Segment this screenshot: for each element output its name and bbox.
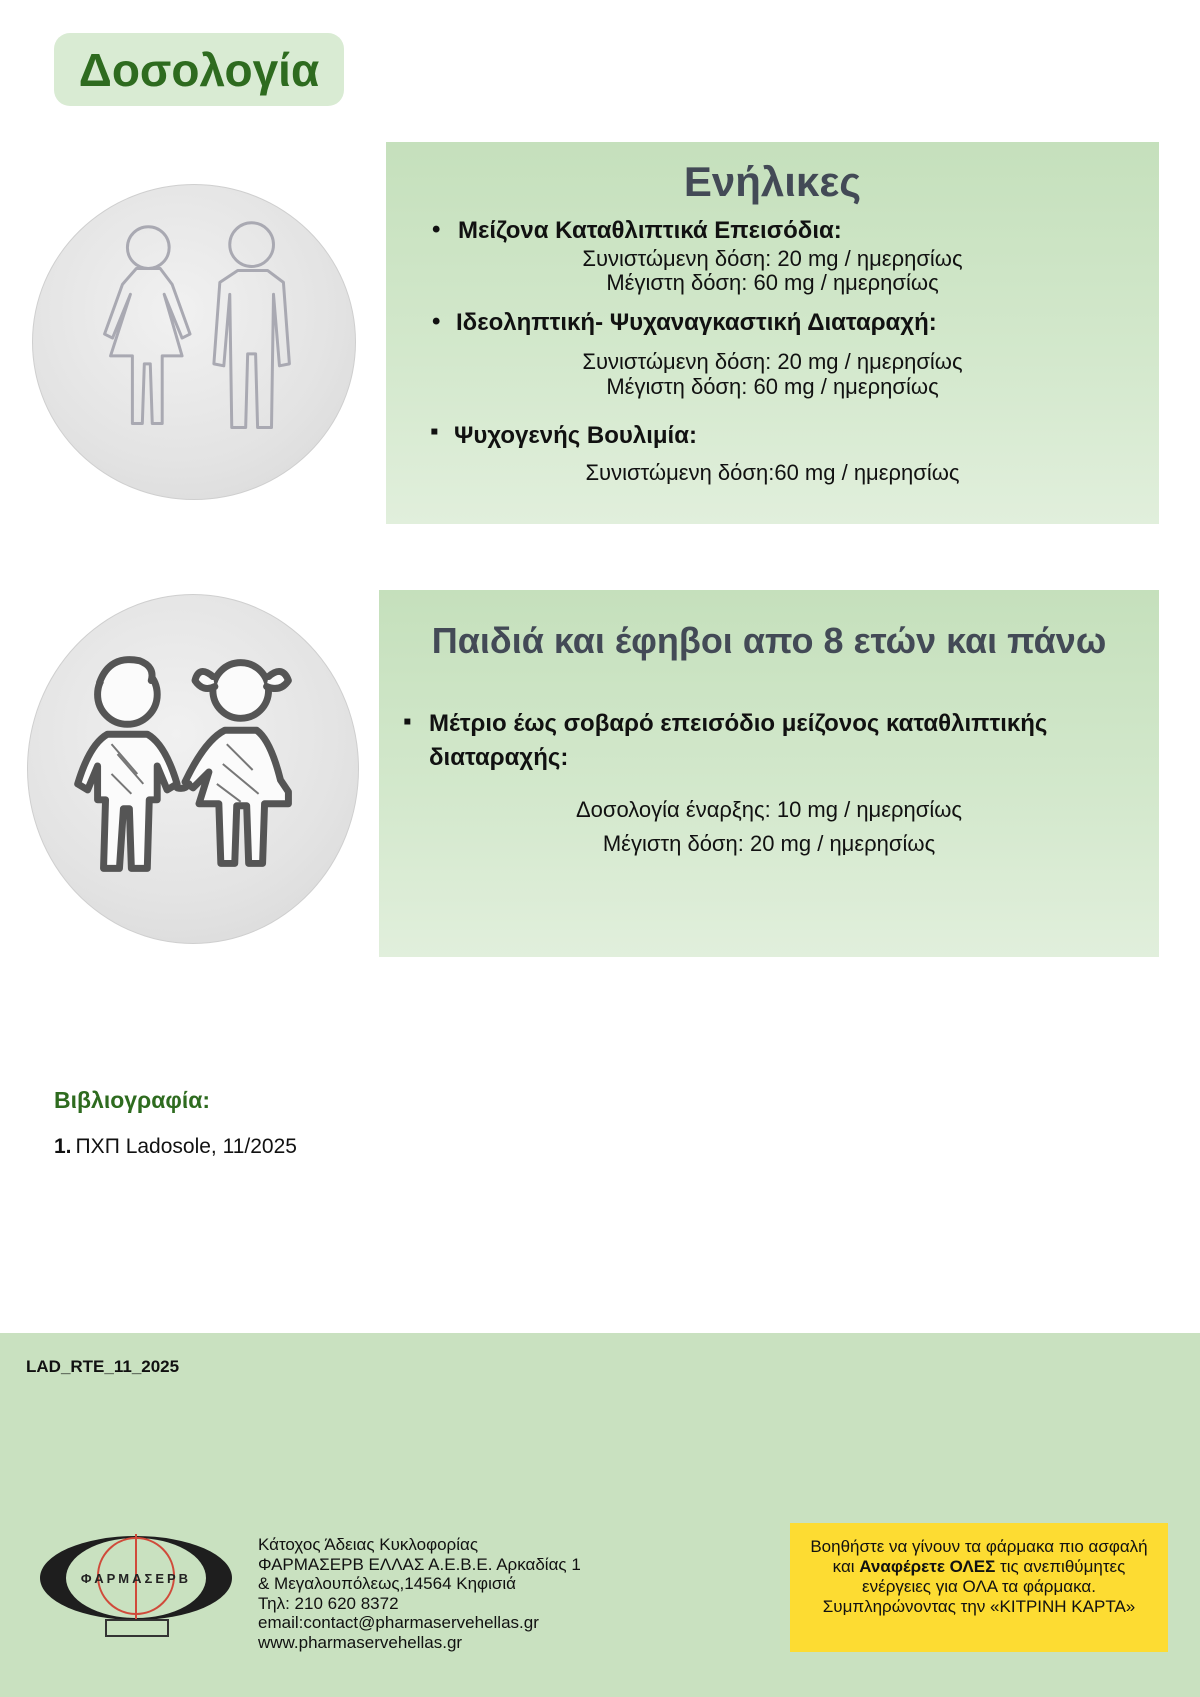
bullet-mark: ▪ — [403, 708, 412, 735]
page-title: Δοσολογία — [78, 43, 320, 96]
company-email[interactable]: email:contact@pharmaservehellas.gr — [258, 1613, 539, 1632]
children-heading: Παιδιά και έφηβοι απο 8 ετών και πάνω — [431, 620, 1107, 661]
yellow-card-text: τις ανεπιθύμητες ενέργειες για ΟΛΑ τα φάρμακα. Συμπληρώνοντας την «ΚΙΤΡΙΝΗ ΚΑΡΤΑ» — [822, 1557, 1136, 1616]
dose-line: Συνιστώμενη δόση: 20 mg / ημερησίως — [582, 349, 963, 374]
section-label-mdd: Μείζονα Καταθλιπτικά Επεισόδια: — [458, 217, 842, 244]
dose-line: Μέγιστη δόση: 60 mg / ημερησίως — [606, 374, 939, 399]
section-label-bulimia: Ψυχογενής Βουλιμία: — [454, 422, 697, 449]
adults-heading: Ενήλικες — [683, 158, 862, 205]
yellow-card-notice — [790, 1523, 1168, 1652]
logo-text: ΦΑΡΜΑΣΕΡΒ — [80, 1571, 192, 1586]
document-code: LAD_RTE_11_2025 — [26, 1357, 180, 1376]
children-pictogram-icon — [27, 594, 359, 944]
bibliography-title: Βιβλιογραφία: — [54, 1087, 211, 1113]
dose-line: Μέγιστη δόση: 20 mg / ημερησίως — [602, 831, 936, 856]
dose-line: Συνιστώμενη δόση: 20 mg / ημερησίως — [582, 246, 963, 271]
company-website[interactable]: www.pharmaservehellas.gr — [258, 1632, 463, 1652]
children-dosage-panel — [379, 590, 1159, 957]
section-label-ocd: Ιδεοληπτική- Ψυχαναγκαστική Διαταραχή: — [456, 309, 937, 336]
company-line: ΦΑΡΜΑΣΕΡΒ ΕΛΛΑΣ Α.Ε.Β.Ε. Αρκαδίας 1 — [258, 1554, 581, 1574]
company-line: & Μεγαλουπόλεως,14564 Κηφισιά — [258, 1574, 516, 1593]
adults-dosage-panel — [386, 142, 1159, 524]
logo-graphic-icon — [38, 1528, 238, 1648]
pharmaserve-logo — [38, 1528, 238, 1648]
adults-figures-icon — [33, 185, 355, 499]
bibliography-item-text: ΠΧΠ Ladosole, 11/2025 — [75, 1135, 297, 1158]
bullet-mark: ▪ — [430, 418, 439, 445]
company-line: Κάτοχος Άδειας Κυκλοφορίας — [258, 1535, 479, 1554]
yellow-card-emphasis: Αναφέρετε ΟΛΕΣ — [859, 1557, 996, 1576]
children-section-label-cont: διαταραχής: — [429, 744, 569, 771]
children-figures-icon — [28, 595, 358, 943]
bibliography-item-number: 1. — [54, 1135, 72, 1158]
bullet-mark: • — [432, 216, 441, 243]
company-info — [258, 1535, 581, 1652]
dose-line: Δοσολογία έναρξης: 10 mg / ημερησίως — [575, 797, 963, 822]
dose-line: Συνιστώμενη δόση:60 mg / ημερησίως — [585, 460, 960, 485]
dose-line: Μέγιστη δόση: 60 mg / ημερησίως — [606, 270, 939, 295]
bibliography-item — [54, 1135, 297, 1159]
company-line: Τηλ: 210 620 8372 — [258, 1593, 399, 1613]
adults-pictogram-icon — [32, 184, 356, 500]
page-title-box — [54, 33, 344, 106]
children-section-label: Μέτριο έως σοβαρό επεισόδιο μείζονος καταθλιπτικής — [429, 710, 1048, 737]
bullet-mark: • — [432, 308, 441, 335]
yellow-card-text: Βοηθήστε να γίνουν τα φάρμακα πιο ασφαλή και — [810, 1537, 1148, 1576]
